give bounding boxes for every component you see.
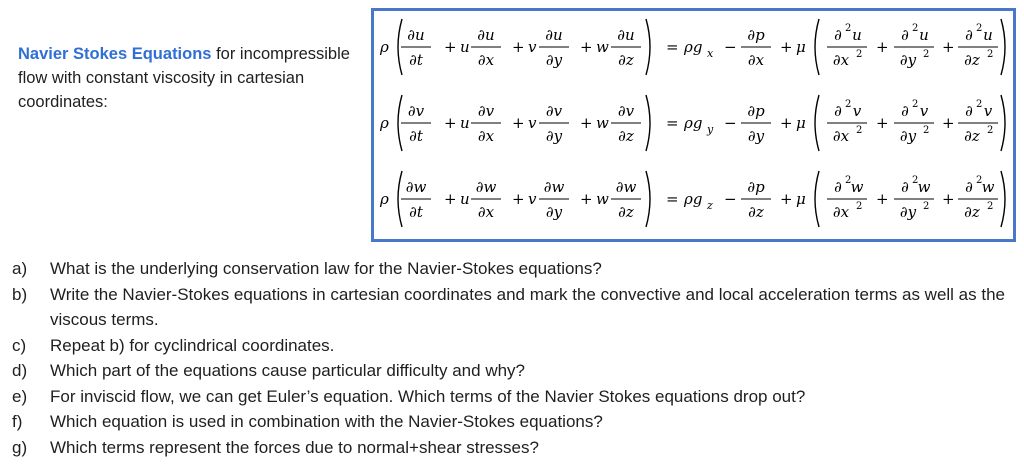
svg-text:2: 2 xyxy=(987,201,994,212)
intro-rest: for incompressible flow with constant viscosity in cartesian coordinates: xyxy=(18,45,350,111)
svg-text:μ: μ xyxy=(796,114,806,132)
svg-text:2: 2 xyxy=(856,49,863,60)
svg-text:ρg: ρg xyxy=(684,114,703,132)
svg-text:2: 2 xyxy=(923,49,930,60)
svg-text:∂y: ∂y xyxy=(899,127,917,145)
question-item xyxy=(12,409,1017,435)
svg-text:∂u: ∂u xyxy=(617,26,635,44)
svg-text:u: u xyxy=(460,38,470,56)
svg-text:2: 2 xyxy=(845,99,852,110)
svg-text:−: − xyxy=(724,190,737,208)
question-item xyxy=(12,384,1017,410)
question-text: Which equation is used in combination with the Navier-Stokes equations? xyxy=(50,412,603,431)
question-letter: e) xyxy=(12,386,28,406)
equation-z-momentum xyxy=(374,169,1013,231)
svg-text:μ: μ xyxy=(796,190,806,208)
svg-text:∂v: ∂v xyxy=(407,102,425,120)
svg-text:+: + xyxy=(580,114,593,132)
svg-text:+: + xyxy=(876,190,889,208)
svg-text:∂w: ∂w xyxy=(615,178,637,196)
svg-text:+: + xyxy=(444,114,457,132)
svg-text:∂: ∂ xyxy=(965,102,973,120)
svg-text:+: + xyxy=(444,38,457,56)
svg-text:∂x: ∂x xyxy=(477,51,495,69)
svg-text:ρ: ρ xyxy=(380,38,389,56)
svg-text:∂: ∂ xyxy=(901,102,909,120)
equation-y-momentum xyxy=(374,93,1013,155)
svg-text:ρg: ρg xyxy=(684,190,703,208)
svg-text:ρ: ρ xyxy=(380,190,389,208)
svg-text:w: w xyxy=(850,178,864,196)
svg-text:∂x: ∂x xyxy=(477,203,495,221)
svg-text:2: 2 xyxy=(987,49,994,60)
svg-text:∂: ∂ xyxy=(834,178,842,196)
svg-text:∂z: ∂z xyxy=(748,203,764,221)
question-letter: a) xyxy=(12,259,28,278)
svg-text:+: + xyxy=(942,190,955,208)
question-item xyxy=(12,333,1017,359)
svg-text:−: − xyxy=(724,114,737,132)
svg-text:∂: ∂ xyxy=(834,102,842,120)
svg-text:2: 2 xyxy=(912,23,919,34)
svg-text:+: + xyxy=(876,114,889,132)
svg-text:u: u xyxy=(983,26,993,44)
svg-text:∂v: ∂v xyxy=(477,102,495,120)
svg-text:u: u xyxy=(460,190,470,208)
svg-text:∂x: ∂x xyxy=(747,51,765,69)
svg-text:∂t: ∂t xyxy=(409,203,423,221)
question-letter: c) xyxy=(12,335,27,355)
svg-text:∂t: ∂t xyxy=(409,127,423,145)
svg-text:+: + xyxy=(444,190,457,208)
svg-text:+: + xyxy=(512,38,525,56)
question-text: Which part of the equations cause particular difficulty and why? xyxy=(50,361,526,380)
svg-text:∂x: ∂x xyxy=(832,51,850,69)
svg-text:∂w: ∂w xyxy=(543,178,565,196)
question-item xyxy=(12,282,1017,333)
svg-text:∂z: ∂z xyxy=(964,127,980,145)
svg-text:+: + xyxy=(580,190,593,208)
question-text: Repeat b) for cyclindrical coordinates. xyxy=(50,335,335,355)
svg-text:2: 2 xyxy=(976,23,983,34)
svg-text:ρ: ρ xyxy=(380,114,389,132)
svg-text:∂x: ∂x xyxy=(832,203,850,221)
svg-text:∂z: ∂z xyxy=(964,51,980,69)
svg-text:v: v xyxy=(919,102,929,120)
svg-text:2: 2 xyxy=(976,175,983,186)
svg-text:∂: ∂ xyxy=(834,26,842,44)
svg-text:∂x: ∂x xyxy=(477,127,495,145)
svg-text:v: v xyxy=(983,102,993,120)
svg-text:∂p: ∂p xyxy=(747,102,765,120)
svg-text:∂y: ∂y xyxy=(899,51,917,69)
svg-text:2: 2 xyxy=(856,125,863,136)
question-text: What is the underlying conservation law for the Navier-Stokes equations? xyxy=(50,259,602,278)
svg-text:∂: ∂ xyxy=(901,26,909,44)
svg-text:v: v xyxy=(528,38,537,56)
svg-text:2: 2 xyxy=(856,201,863,212)
question-text: Write the Navier-Stokes equations in cartesian coordinates and mark the convective and local acceleration terms as well as the viscous terms. xyxy=(50,284,1005,329)
svg-text:2: 2 xyxy=(987,125,994,136)
svg-text:+: + xyxy=(780,38,793,56)
svg-text:+: + xyxy=(876,38,889,56)
svg-text:v: v xyxy=(528,190,537,208)
svg-text:∂y: ∂y xyxy=(545,51,563,69)
question-item xyxy=(12,435,1017,461)
intro-text xyxy=(18,42,363,114)
question-letter: f) xyxy=(12,412,23,431)
svg-text:w: w xyxy=(596,190,609,208)
svg-text:−: − xyxy=(724,38,737,56)
questions-list xyxy=(12,256,1017,460)
svg-text:u: u xyxy=(460,114,470,132)
svg-text:+: + xyxy=(512,190,525,208)
svg-text:2: 2 xyxy=(845,175,852,186)
svg-text:2: 2 xyxy=(912,175,919,186)
svg-text:2: 2 xyxy=(912,99,919,110)
svg-text:∂z: ∂z xyxy=(618,127,634,145)
svg-text:+: + xyxy=(780,114,793,132)
svg-text:∂z: ∂z xyxy=(618,203,634,221)
svg-text:∂z: ∂z xyxy=(964,203,980,221)
svg-text:+: + xyxy=(942,114,955,132)
svg-text:u: u xyxy=(852,26,862,44)
svg-text:∂u: ∂u xyxy=(545,26,563,44)
svg-text:ρg: ρg xyxy=(684,38,703,56)
svg-text:∂t: ∂t xyxy=(409,51,423,69)
question-letter: d) xyxy=(12,361,28,380)
question-text: For inviscid flow, we can get Euler’s equation. Which terms of the Navier Stokes equations drop out? xyxy=(50,386,806,406)
svg-text:2: 2 xyxy=(845,23,852,34)
svg-text:∂y: ∂y xyxy=(545,203,563,221)
svg-text:w: w xyxy=(981,178,995,196)
svg-text:+: + xyxy=(942,38,955,56)
svg-text:∂w: ∂w xyxy=(405,178,427,196)
svg-text:z: z xyxy=(707,199,713,212)
svg-text:∂u: ∂u xyxy=(407,26,425,44)
svg-text:∂x: ∂x xyxy=(832,127,850,145)
svg-text:w: w xyxy=(596,38,609,56)
svg-text:v: v xyxy=(852,102,862,120)
svg-text:∂: ∂ xyxy=(965,26,973,44)
question-letter: b) xyxy=(12,284,28,304)
svg-text:∂w: ∂w xyxy=(475,178,497,196)
svg-text:+: + xyxy=(780,190,793,208)
svg-text:=: = xyxy=(666,38,679,56)
svg-text:y: y xyxy=(707,123,714,136)
svg-text:∂: ∂ xyxy=(965,178,973,196)
svg-text:∂y: ∂y xyxy=(545,127,563,145)
svg-text:x: x xyxy=(707,47,714,60)
question-item xyxy=(12,256,1017,282)
svg-text:w: w xyxy=(917,178,931,196)
svg-text:2: 2 xyxy=(976,99,983,110)
equations-box xyxy=(371,8,1016,242)
svg-text:=: = xyxy=(666,190,679,208)
svg-text:v: v xyxy=(528,114,537,132)
svg-text:∂p: ∂p xyxy=(747,26,765,44)
svg-text:2: 2 xyxy=(923,201,930,212)
svg-text:μ: μ xyxy=(796,38,806,56)
question-text: Which terms represent the forces due to normal+shear stresses? xyxy=(50,437,539,457)
svg-text:∂v: ∂v xyxy=(545,102,563,120)
svg-text:∂y: ∂y xyxy=(899,203,917,221)
svg-text:+: + xyxy=(512,114,525,132)
question-letter: g) xyxy=(12,437,28,457)
svg-text:∂y: ∂y xyxy=(747,127,765,145)
svg-text:∂u: ∂u xyxy=(477,26,495,44)
svg-text:=: = xyxy=(666,114,679,132)
question-item xyxy=(12,358,1017,384)
svg-text:∂: ∂ xyxy=(901,178,909,196)
svg-text:∂z: ∂z xyxy=(618,51,634,69)
svg-text:u: u xyxy=(919,26,929,44)
svg-text:∂p: ∂p xyxy=(747,178,765,196)
svg-text:∂v: ∂v xyxy=(617,102,635,120)
intro-highlight: Navier Stokes Equations xyxy=(18,45,212,63)
svg-text:2: 2 xyxy=(923,125,930,136)
equation-x-momentum xyxy=(374,17,1013,79)
svg-text:w: w xyxy=(596,114,609,132)
svg-text:+: + xyxy=(580,38,593,56)
